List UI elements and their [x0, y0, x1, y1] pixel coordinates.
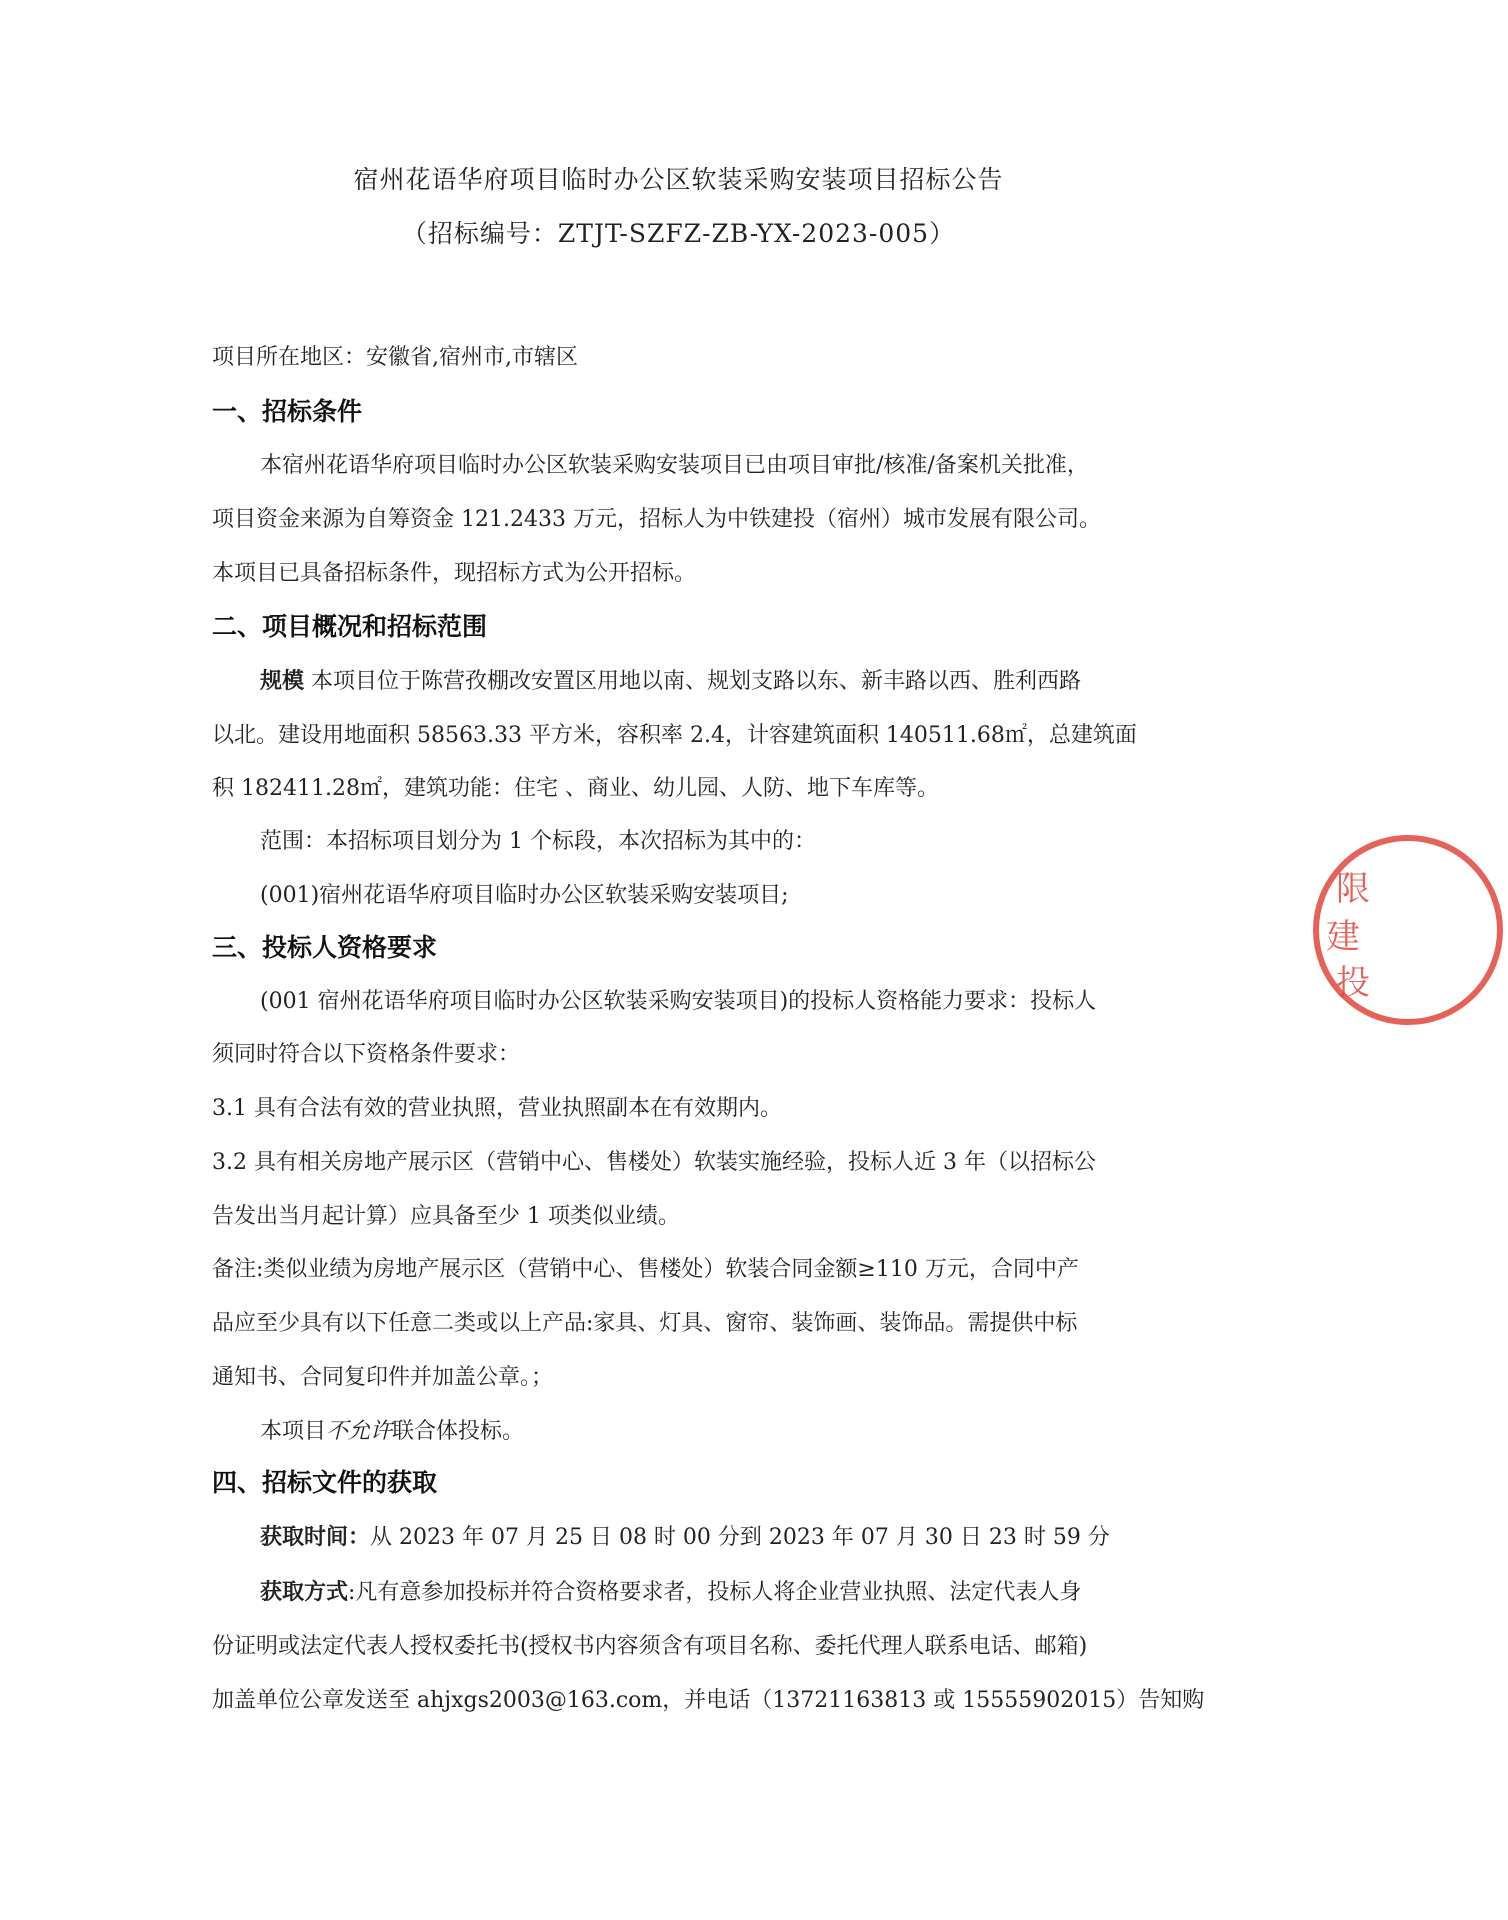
company-seal-stamp	[1308, 830, 1508, 1030]
range-line: 范围：本招标项目划分为 1 个标段，本次招标为其中的：	[260, 829, 816, 854]
paragraph-line: 积 182411.28㎡，建筑功能：住宅 、商业、幼儿园、人防、地下车库等。	[212, 776, 939, 801]
paragraph-line: 项目资金来源为自筹资金 121.2433 万元，招标人为中铁建投（宿州）城市发展有限公司。	[212, 507, 1101, 532]
consortium-emphasis: 不允许	[326, 1419, 393, 1444]
paragraph-line: 本项目已具备招标条件，现招标方式为公开招标。	[212, 561, 697, 586]
note-line: 备注:类似业绩为房地产展示区（营销中心、售楼处）软装合同金额≥110 万元，合同中产	[212, 1257, 1079, 1282]
tender-number: （招标编号：ZTJT-SZFZ-ZB-YX-2023-005）	[401, 219, 956, 248]
section-heading-2: 二、项目概况和招标范围	[212, 612, 488, 641]
consortium-post: 联合体投标。	[392, 1419, 525, 1444]
time-label: 获取时间：	[260, 1524, 371, 1550]
method-label: 获取方式	[260, 1579, 349, 1605]
acquisition-method-line	[260, 1575, 1200, 1606]
paragraph-line: 告发出当月起计算）应具备至少 1 项类似业绩。	[212, 1204, 680, 1229]
paragraph-line: 份证明或法定代表人授权委托书(授权书内容须含有项目名称、委托代理人联系电话、邮箱)	[212, 1634, 1088, 1659]
scale-label: 规模	[260, 668, 305, 694]
document-title: 宿州花语华府项目临时办公区软装采购安装项目招标公告	[353, 165, 1004, 194]
time-value: 从 2023 年 07 月 25 日 08 时 00 分到 2023 年 07 月 30 日 23 时 59 分	[370, 1525, 1110, 1550]
scale-text: 本项目位于陈营孜棚改安置区用地以南、规划支路以东、新丰路以西、胜利西路	[304, 669, 1082, 694]
lot-line: (001)宿州花语华府项目临时办公区软装采购安装项目;	[260, 883, 789, 908]
paragraph-line: 加盖单位公章发送至 ahjxgs2003@163.com，并电话（13721163813 或 15555902015）告知购	[212, 1688, 1205, 1713]
acquisition-time-line	[260, 1520, 1200, 1551]
scale-line	[260, 664, 1200, 695]
paragraph-line: 以北。建设用地面积 58563.33 平方米，容积率 2.4，计容建筑面积 140511.68㎡，总建筑面	[212, 723, 1137, 748]
paragraph-line: 通知书、合同复印件并加盖公章。；	[212, 1365, 554, 1390]
seal-glyph: 限	[1336, 869, 1370, 909]
paragraph-line: 须同时符合以下资格条件要求：	[212, 1042, 521, 1067]
seal-glyph: 建	[1326, 917, 1360, 957]
paragraph-line: 本宿州花语华府项目临时办公区软装采购安装项目已由项目审批/核准/备案机关批准，	[260, 453, 1089, 478]
consortium-pre: 本项目	[260, 1419, 327, 1444]
requirement-3-2: 3.2 具有相关房地产展示区（营销中心、售楼处）软装实施经验，投标人近 3 年（以招标公	[212, 1150, 1096, 1175]
paragraph-line: 品应至少具有以下任意二类或以上产品:家具、灯具、窗帘、装饰画、装饰品。需提供中标	[212, 1311, 1078, 1336]
section-heading-1: 一、招标条件	[212, 397, 363, 426]
method-text: :凡有意参加投标并符合资格要求者，投标人将企业营业执照、法定代表人身	[348, 1580, 1082, 1605]
section-heading-4: 四、招标文件的获取	[212, 1468, 438, 1497]
project-location: 项目所在地区：安徽省,宿州市,市辖区	[212, 345, 578, 370]
section-heading-3: 三、投标人资格要求	[212, 933, 438, 962]
seal-glyph: 投	[1336, 963, 1370, 1003]
paragraph-line: (001 宿州花语华府项目临时办公区软装采购安装项目)的投标人资格能力要求：投标人	[260, 989, 1097, 1014]
requirement-3-1: 3.1 具有合法有效的营业执照，营业执照副本在有效期内。	[212, 1096, 782, 1121]
consortium-line	[260, 1414, 1200, 1445]
